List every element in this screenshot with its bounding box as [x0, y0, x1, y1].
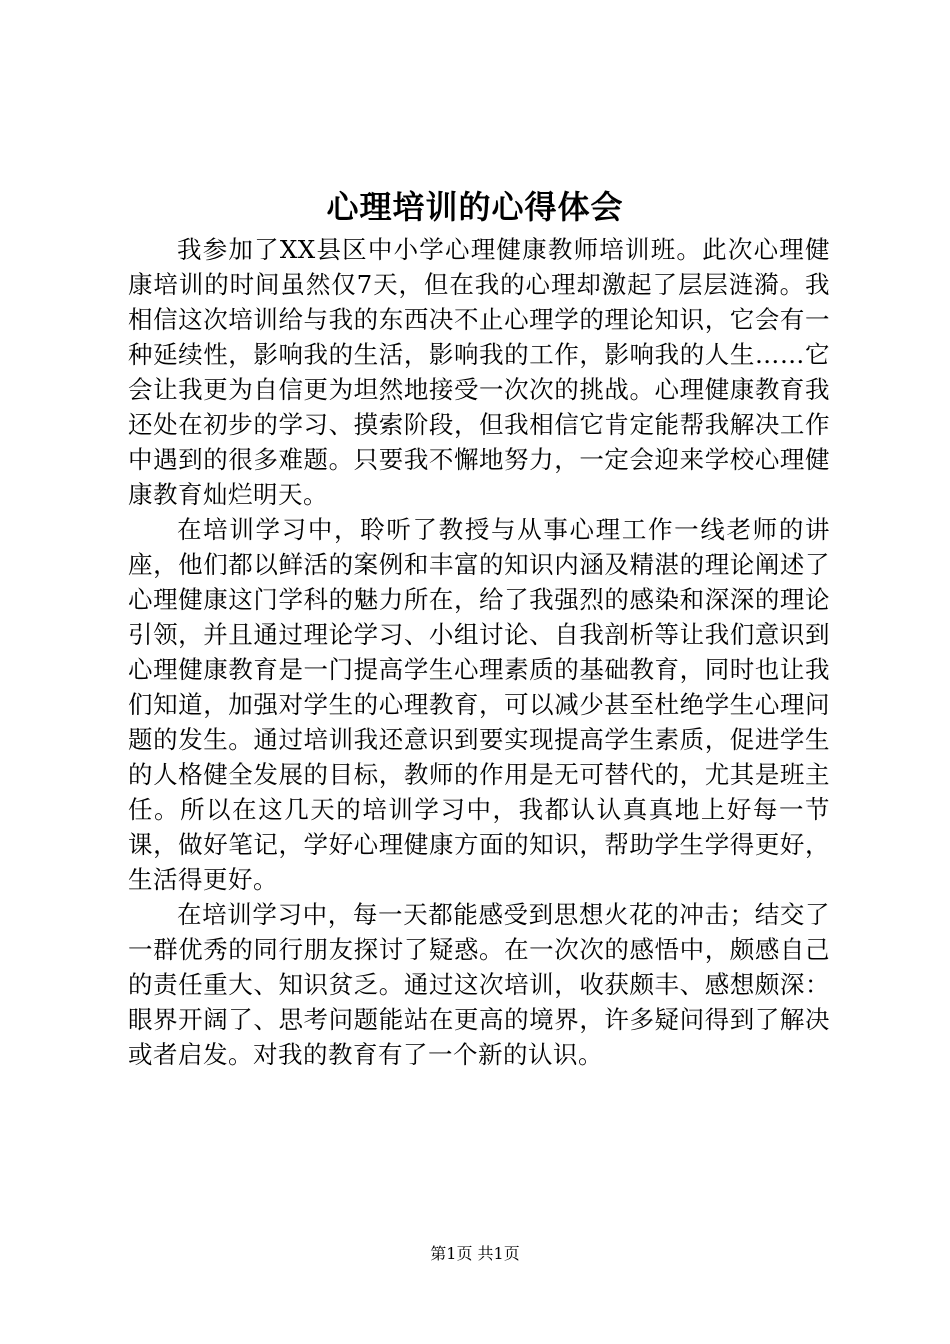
paragraph-1: 我参加了XX县区中小学心理健康教师培训班。此次心理健康培训的时间虽然仅7天，但在我的心理却激起了层层涟漪。我相信这次培训给与我的东西决不止心理学的理论知识，它会有一种延续性，影响我的生活，影响我的工作，影响我的人生……它会让我更为自信更为坦然地接受一次次的挑战。心理健康教育我还处在初步的学习、摸索阶段，但我相信它肯定能帮我解决工作中遇到的很多难题。只要我不懈地努力，一定会迎来学校心理健康教育灿烂明天。: [128, 235, 830, 509]
page-footer: 第1页 共1页: [430, 1244, 520, 1263]
paragraph-3: 在培训学习中，每一天都能感受到思想火花的冲击；结交了一群优秀的同行朋友探讨了疑惑。在一次次的感悟中，颇感自己的责任重大、知识贫乏。通过这次培训，收获颇丰、感想颇深：眼界开阔了、思考问题能站在更高的境界，许多疑问得到了解决或者启发。对我的教育有了一个新的认识。: [128, 900, 830, 1069]
document-title: 心理培训的心得体会: [326, 188, 624, 226]
paragraph-2: 在培训学习中，聆听了教授与从事心理工作一线老师的讲座，他们都以鲜活的案例和丰富的知识内涵及精湛的理论阐述了心理健康这门学科的魅力所在，给了我强烈的感染和深深的理论引领，并且通过理论学习、小组讨论、自我剖析等让我们意识到心理健康教育是一门提高学生心理素质的基础教育，同时也让我们知道，加强对学生的心理教育，可以减少甚至杜绝学生心理问题的发生。通过培训我还意识到要实现提高学生素质，促进学生的人格健全发展的目标，教师的作用是无可替代的，尤其是班主任。所以在这几天的培训学习中，我都认认真真地上好每一节课，做好笔记，学好心理健康方面的知识，帮助学生学得更好，生活得更好。: [128, 515, 830, 894]
document-body: [128, 232, 830, 1072]
